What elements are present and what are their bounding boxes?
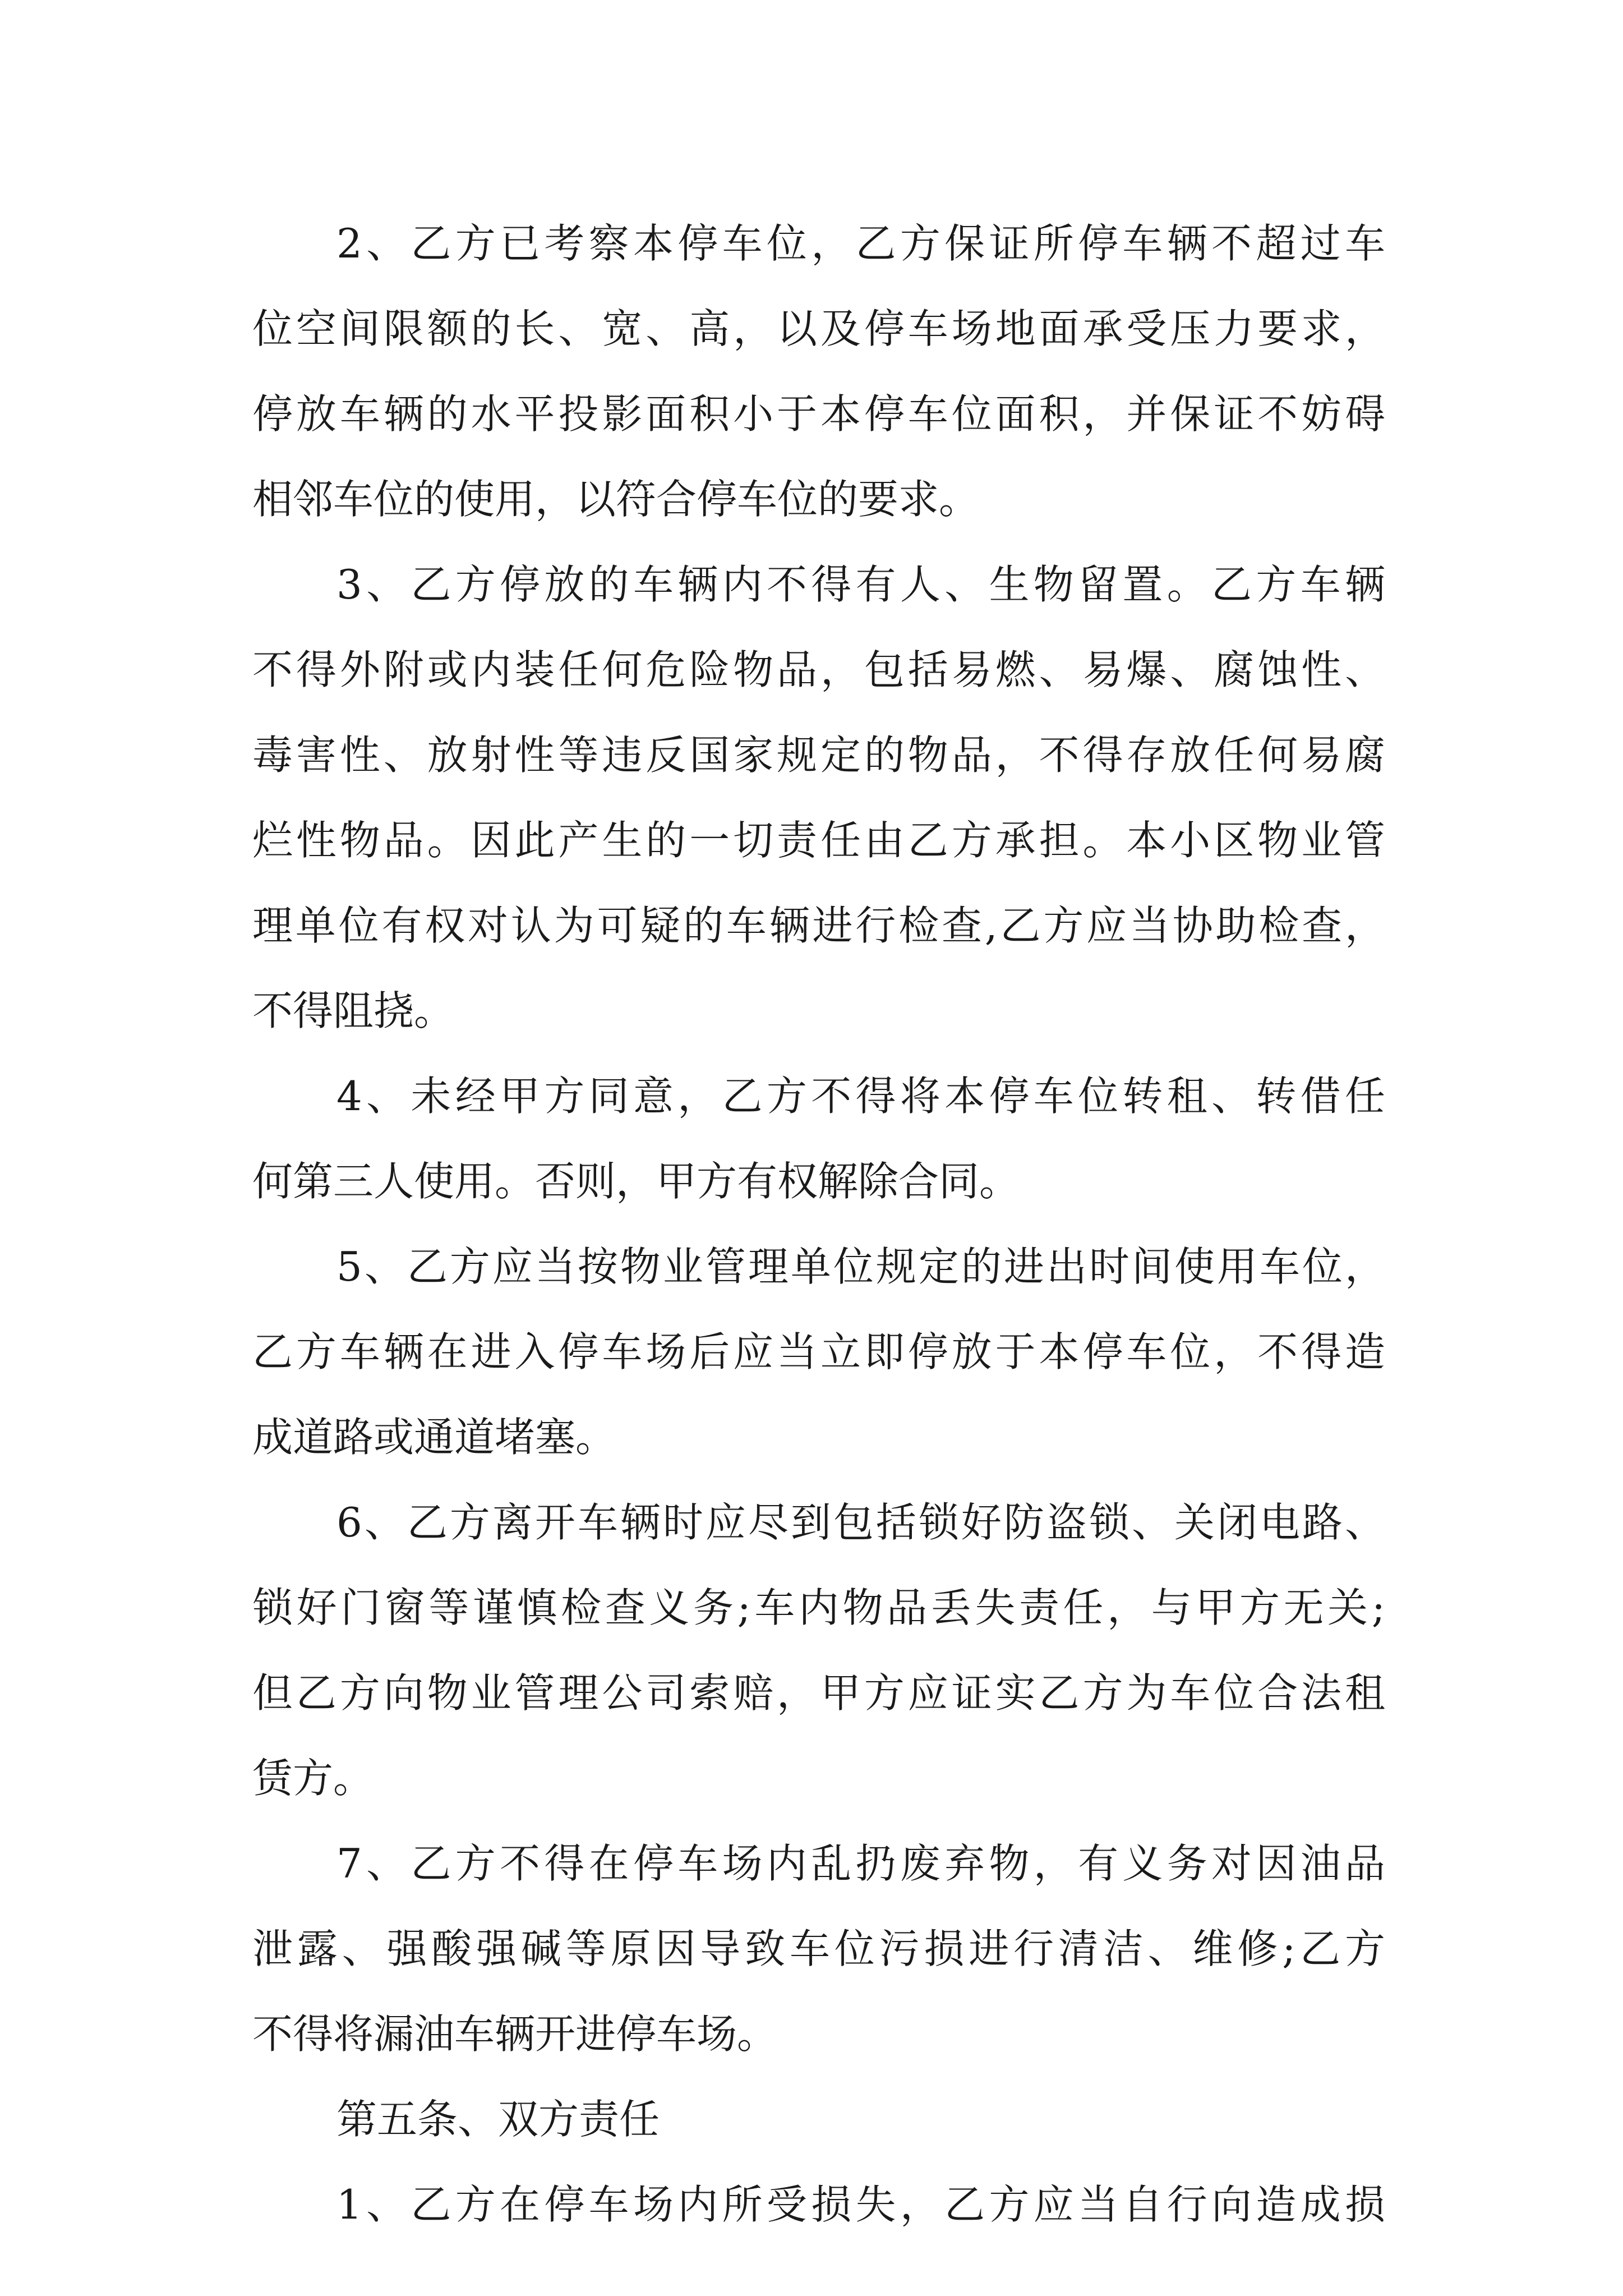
text-line: 烂性物品。因此产生的一切责任由乙方承担。本小区物业管 — [252, 817, 1385, 864]
text-line: 4、未经甲方同意，乙方不得将本停车位转租、转借任 — [336, 1073, 1385, 1120]
text-line: 何第三人使用。否则，甲方有权解除合同。 — [252, 1158, 1020, 1205]
text-line: 6、乙方离开车辆时应尽到包括锁好防盗锁、关闭电路、 — [336, 1499, 1385, 1546]
text-line: 2、乙方已考察本停车位，乙方保证所停车辆不超过车 — [336, 220, 1385, 267]
text-line: 1、乙方在停车场内所受损失，乙方应当自行向造成损 — [336, 2181, 1385, 2228]
text-line: 3、乙方停放的车辆内不得有人、生物留置。乙方车辆 — [336, 561, 1385, 608]
text-line: 理单位有权对认为可疑的车辆进行检查,乙方应当协助检查， — [252, 902, 1385, 949]
text-line: 毒害性、放射性等违反国家规定的物品，不得存放任何易腐 — [252, 731, 1385, 779]
text-line: 不得外附或内装任何危险物品，包括易燃、易爆、腐蚀性、 — [252, 646, 1385, 693]
text-line: 乙方车辆在进入停车场后应当立即停放于本停车位，不得造 — [252, 1328, 1385, 1375]
text-line: 泄露、强酸强碱等原因导致车位污损进行清洁、维修;乙方 — [252, 1925, 1385, 1972]
text-line: 赁方。 — [252, 1755, 374, 1802]
text-line: 但乙方向物业管理公司索赔，甲方应证实乙方为车位合法租 — [252, 1669, 1385, 1717]
text-line: 不得将漏油车辆开进停车场。 — [252, 2010, 778, 2058]
text-line: 5、乙方应当按物业管理单位规定的进出时间使用车位， — [336, 1243, 1385, 1290]
text-line: 停放车辆的水平投影面积小于本停车位面积，并保证不妨碍 — [252, 390, 1385, 438]
text-line: 成道路或通道堵塞。 — [252, 1414, 616, 1461]
text-line: 锁好门窗等谨慎检查义务;车内物品丢失责任，与甲方无关; — [252, 1584, 1385, 1631]
text-line: 7、乙方不得在停车场内乱扔废弃物，有义务对因油品 — [336, 1840, 1385, 1887]
text-line: 位空间限额的长、宽、高，以及停车场地面承受压力要求， — [252, 305, 1385, 352]
section-heading: 第五条、双方责任 — [336, 2096, 660, 2143]
text-line: 相邻车位的使用，以符合停车位的要求。 — [252, 476, 980, 523]
text-line: 不得阻挠。 — [252, 987, 455, 1034]
